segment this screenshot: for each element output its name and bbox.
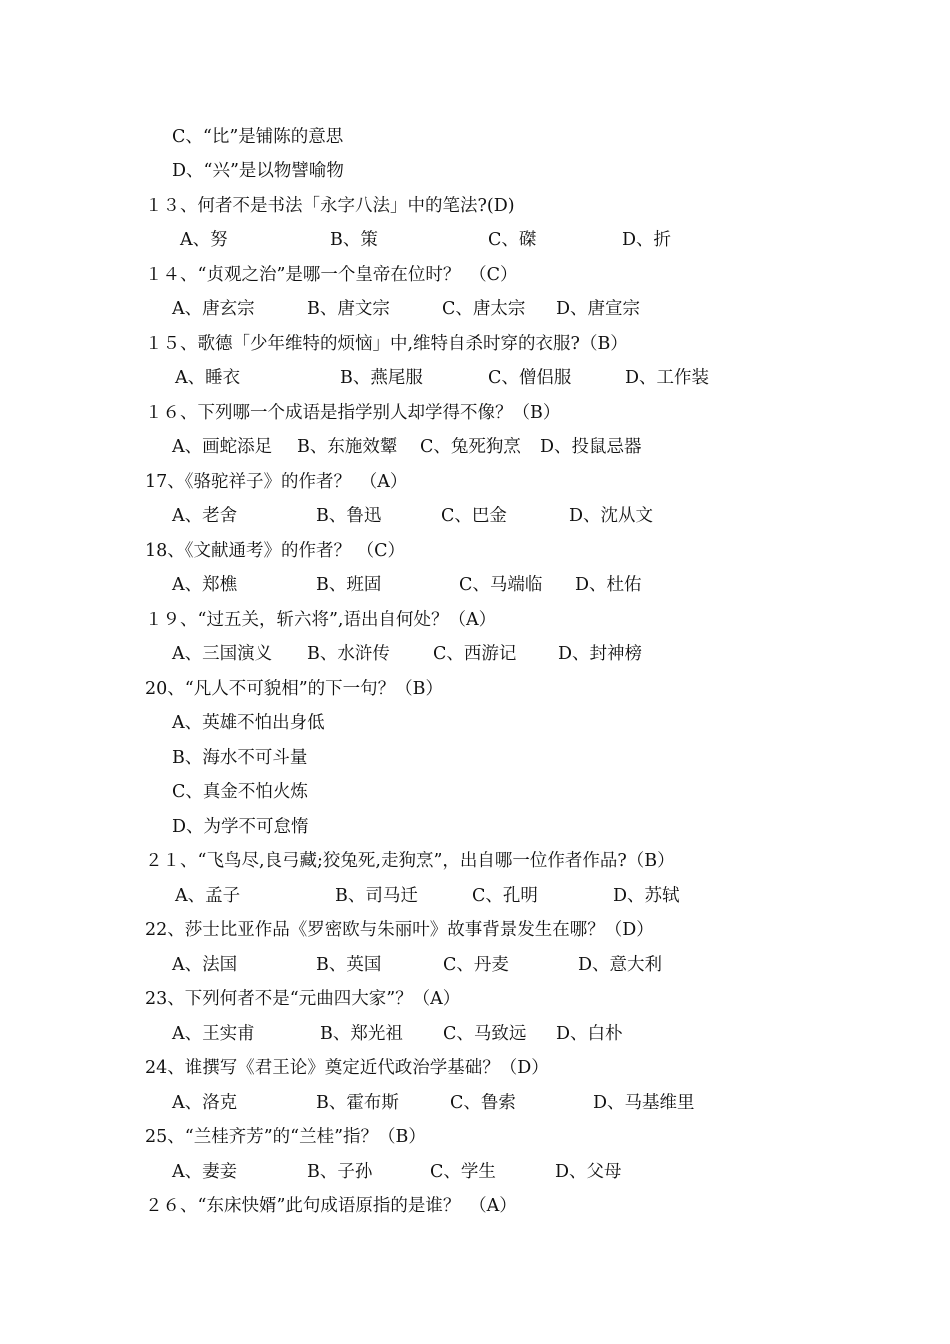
- answer-option: D、“兴”是以物譬喻物: [172, 161, 344, 181]
- question-text: １４、“贞观之治”是哪一个皇帝在位时？ （C）: [145, 265, 518, 285]
- answer-option: D、为学不可怠惰: [172, 817, 309, 837]
- question-text: 25、“兰桂齐芳”的“兰桂”指？（B）: [145, 1127, 426, 1147]
- answer-option: B、英国: [316, 955, 382, 975]
- answer-option: B、海水不可斗量: [172, 748, 308, 768]
- question-text: ２１、“飞鸟尽,良弓藏;狡兔死,走狗烹”，出自哪一位作者作品?（B）: [145, 851, 675, 871]
- answer-option: A、妻妾: [172, 1162, 238, 1182]
- answer-option: D、杜佑: [575, 575, 642, 595]
- answer-option: B、郑光祖: [320, 1024, 403, 1044]
- answer-option: C、马端临: [459, 575, 543, 595]
- answer-option: A、孟子: [175, 886, 241, 906]
- question-text: 24、谁撰写《君王论》奠定近代政治学基础？（D）: [145, 1058, 549, 1078]
- question-text: １３、何者不是书法「永字八法」中的笔法?(D): [145, 196, 515, 216]
- answer-option: B、唐文宗: [307, 299, 390, 319]
- question-text: １９、“过五关，斩六将”,语出自何处？（A）: [145, 610, 497, 630]
- question-text: ２６、“东床快婿”此句成语原指的是谁？ （A）: [145, 1196, 517, 1216]
- answer-option: A、郑樵: [172, 575, 238, 595]
- answer-option: B、策: [330, 230, 378, 250]
- answer-option: C、唐太宗: [442, 299, 526, 319]
- answer-option: D、沈从文: [569, 506, 654, 526]
- answer-option: C、磔: [488, 230, 537, 250]
- answer-option: A、老舍: [172, 506, 238, 526]
- answer-option: C、巴金: [441, 506, 507, 526]
- answer-option: D、投鼠忌器: [540, 437, 642, 457]
- answer-option: C、鲁索: [450, 1093, 516, 1113]
- answer-option: A、唐玄宗: [172, 299, 255, 319]
- answer-option: D、工作装: [625, 368, 710, 388]
- answer-option: D、苏轼: [613, 886, 680, 906]
- answer-option: A、王实甫: [172, 1024, 255, 1044]
- answer-option: C、真金不怕火炼: [172, 782, 308, 802]
- answer-option: D、意大利: [578, 955, 663, 975]
- answer-option: D、封神榜: [558, 644, 643, 664]
- answer-option: A、努: [180, 230, 228, 250]
- answer-option: D、父母: [555, 1162, 622, 1182]
- answer-option: A、三国演义: [172, 644, 273, 664]
- answer-option: B、霍布斯: [316, 1093, 399, 1113]
- answer-option: D、唐宣宗: [556, 299, 641, 319]
- answer-option: D、马基维里: [593, 1093, 695, 1113]
- answer-option: D、折: [622, 230, 672, 250]
- question-text: １６、下列哪一个成语是指学别人却学得不像？（B）: [145, 403, 561, 423]
- answer-option: B、水浒传: [307, 644, 390, 664]
- answer-option: C、学生: [430, 1162, 496, 1182]
- question-text: 20、“凡人不可貌相”的下一句？（B）: [145, 679, 444, 699]
- answer-option: B、东施效颦: [297, 437, 398, 457]
- question-text: 22、莎士比亚作品《罗密欧与朱丽叶》故事背景发生在哪？（D）: [145, 920, 654, 940]
- answer-option: B、子孙: [307, 1162, 373, 1182]
- answer-option: B、鲁迅: [316, 506, 382, 526]
- answer-option: B、燕尾服: [340, 368, 423, 388]
- answer-option: C、僧侣服: [488, 368, 572, 388]
- answer-option: D、白朴: [556, 1024, 623, 1044]
- answer-option: C、“比”是铺陈的意思: [172, 127, 344, 147]
- answer-option: A、法国: [172, 955, 238, 975]
- answer-option: C、马致远: [443, 1024, 527, 1044]
- question-text: 17、《骆驼祥子》的作者？ （A）: [145, 472, 408, 492]
- answer-option: A、洛克: [172, 1093, 238, 1113]
- answer-option: B、班固: [316, 575, 382, 595]
- question-text: 18、《文献通考》的作者？ （C）: [145, 541, 405, 561]
- answer-option: A、画蛇添足: [172, 437, 273, 457]
- answer-option: B、司马迁: [335, 886, 418, 906]
- answer-option: A、英雄不怕出身低: [172, 713, 325, 733]
- answer-option: C、西游记: [433, 644, 517, 664]
- answer-option: C、兔死狗烹: [420, 437, 521, 457]
- answer-option: C、孔明: [472, 886, 538, 906]
- answer-option: A、睡衣: [175, 368, 241, 388]
- question-text: 23、下列何者不是“元曲四大家”？（A）: [145, 989, 461, 1009]
- answer-option: C、丹麦: [443, 955, 509, 975]
- question-text: １５、歌德「少年维特的烦恼」中,维特自杀时穿的衣服?（B）: [145, 334, 628, 354]
